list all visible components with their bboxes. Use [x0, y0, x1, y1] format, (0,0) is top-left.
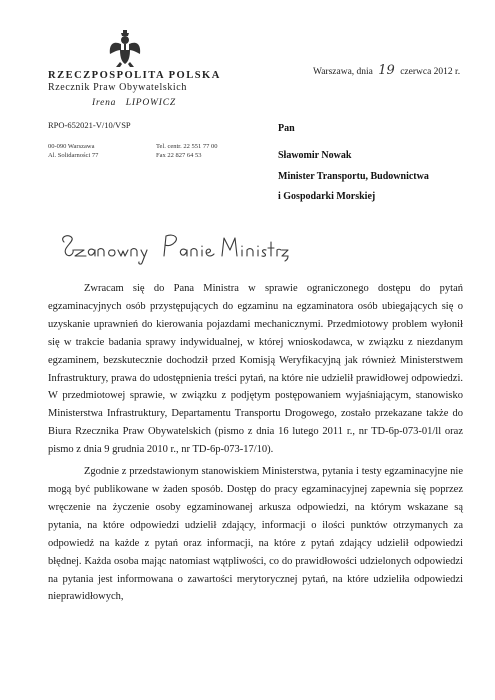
polish-eagle-emblem-icon	[108, 28, 142, 68]
recipient-title: Pan	[278, 123, 295, 134]
office-name: Rzecznik Praw Obywatelskich	[48, 82, 187, 93]
date-prefix: Warszawa, dnia	[313, 67, 373, 77]
date-day-handwritten: 19	[378, 63, 395, 78]
reference-number: RPO-652021-V/10/VSP	[48, 120, 131, 130]
letter-date	[313, 63, 460, 78]
recipient-name: Sławomir Nowak	[278, 150, 352, 161]
institution-name: RZECZPOSPOLITA POLSKA	[48, 70, 221, 81]
body-paragraph-2: Zgodnie z przedstawionym stanowiskiem Ministerstwa, pytania i testy egzaminacyjne nie mogą być publikowane w żaden sposób. Dostęp do pracy egzaminacyjnej zapewnia się poprzez wręczenie na życzenie osoby egzaminowanej arkusza odpowiedzi, na którym wskazane są pytania, na które odpowiedzi udzielił zdający, informacji o ilości punktów otrzymanych za odpowiedź na każde z pytań oraz informacji, na które z pytań zdający udzielił odpowiedzi błędnej. Każda osoba mając natomiast wątpliwości, co do prawidłowości udzielonych odpowiedzi na pytania jest informowana o zawartości merytorycznej pytań, na które udzieliła odpowiedzi nieprawidłowych,	[48, 466, 463, 603]
body-paragraph-1: Zwracam się do Pana Ministra w sprawie ograniczonego dostępu do pytań egzaminacyjnych osób przystępujących do egzaminu na egzaminatora osób ubiegających się o uzyskanie uprawnień do kierowania pojazdami mechanicznymi. Przedmiotowy problem wyłonił się w trakcie badania sprawy indywidualnej, w której wnioskodawca, w związku z niezdanym egzaminem, bezskutecznie dochodził przed Komisją Weryfikacyjną jak również Ministerstwem Infrastruktury, prawa do udostępnienia treści pytań, na które nie udzielił prawidłowej odpowiedzi. W przedmiotowej sprawie, w związku z podjętym postępowaniem wyjaśniającym, stanowisko Ministerstwa Infrastruktury, Departamentu Transportu Drogowego, zostało przekazane także do Biura Rzecznika Praw Obywatelskich (pismo z dnia 16 lutego 2011 r., nr TD-6p-073-01/ll oraz pismo z dnia 9 grudnia 2010 r., nr TD-6p-073-17/10).	[48, 283, 463, 456]
phone-number: Tel. centr. 22 551 77 00	[156, 143, 218, 150]
handwritten-salutation	[60, 228, 290, 268]
address-line-2: Al. Solidarności 77	[48, 152, 99, 159]
official-name: Irena LIPOWICZ	[92, 98, 176, 108]
address-line-1: 00-090 Warszawa	[48, 143, 95, 150]
date-suffix: czerwca 2012 r.	[400, 67, 461, 77]
recipient-position-line-2: i Gospodarki Morskiej	[278, 191, 376, 202]
fax-number: Fax 22 827 64 53	[156, 152, 202, 159]
recipient-position-line-1: Minister Transportu, Budownictwa	[278, 171, 429, 182]
address-block	[48, 142, 240, 160]
letter-body	[48, 280, 463, 606]
